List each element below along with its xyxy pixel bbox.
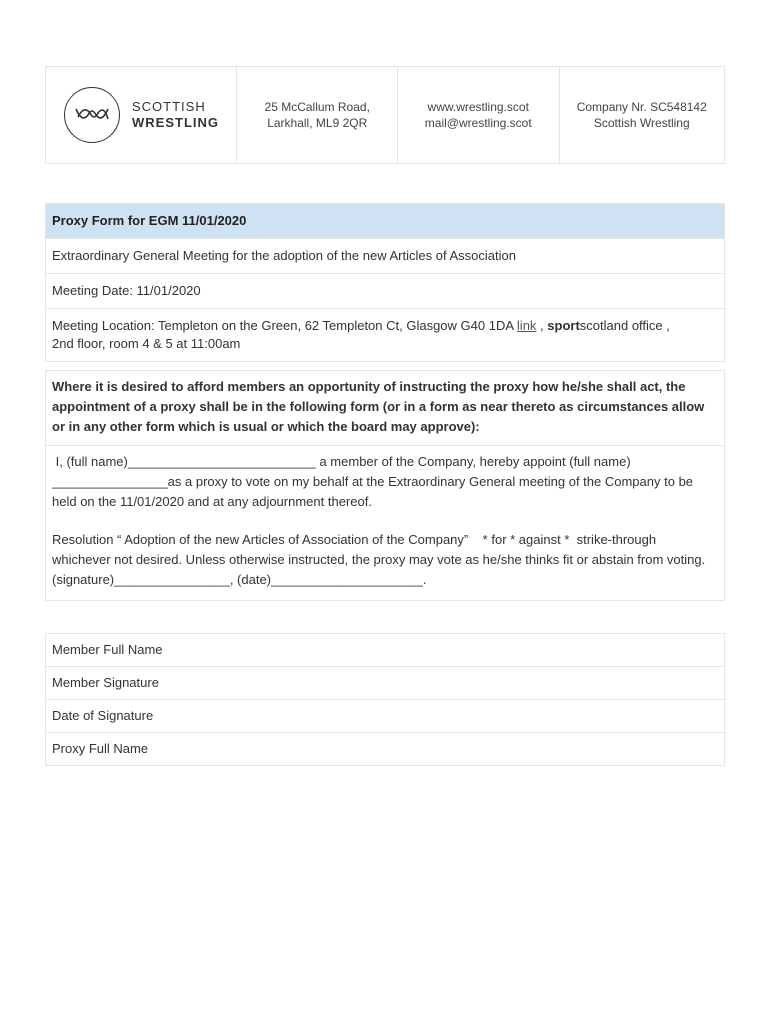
location-bold: sport xyxy=(547,318,580,333)
company-cell xyxy=(560,67,725,163)
signature-date-field[interactable]: Date of Signature xyxy=(46,700,724,733)
instructions-heading: Where it is desired to afford members an opportunity of instructing the proxy how he/she shall act, the appointment of a proxy shall be in the following form (or in a form as near thereto as circumstances allow or in any other form which is usual or which the board may approve): xyxy=(46,371,724,446)
proxy-statement xyxy=(46,446,724,600)
wrestlers-logo-icon xyxy=(64,87,120,143)
resolution-paragraph: Resolution “ Adoption of the new Articles of Association of the Company” * for * against * strike-through whichever not desired. Unless otherwise instructed, the proxy may vote as he/she thinks fit or abstain from voting. (signature)________________, (date)_____________________. xyxy=(52,532,713,587)
meeting-date: Meeting Date: 11/01/2020 xyxy=(46,274,724,309)
location-text: Meeting Location: Templeton on the Green, 62 Templeton Ct, Glasgow G40 1DA xyxy=(52,318,517,333)
meeting-details xyxy=(45,203,725,362)
address-line-2: Larkhall, ML9 2QR xyxy=(267,116,368,130)
meeting-purpose: Extraordinary General Meeting for the adoption of the new Articles of Association xyxy=(46,239,724,274)
proxy-instructions xyxy=(45,370,725,601)
proxy-name-field[interactable]: Proxy Full Name xyxy=(52,741,149,756)
website-link[interactable]: www.wrestling.scot xyxy=(427,100,529,114)
location-separator: , xyxy=(536,318,548,333)
member-signature-field[interactable]: Member Signature xyxy=(46,667,724,700)
email-link[interactable]: mail@wrestling.scot xyxy=(424,116,532,130)
signature-fields xyxy=(45,633,725,766)
location-suffix: scotland office , xyxy=(579,318,670,333)
location-line-2: 2nd floor, room 4 & 5 at 11:00am xyxy=(52,336,241,351)
company-name: Scottish Wrestling xyxy=(593,116,690,130)
meeting-location xyxy=(46,309,724,361)
appointment-paragraph: I, (full name)__________________________ a member of the Company, hereby appoint (full name) ________________as a proxy to vote on my behalf at the Extraordinary General meeting of the Company to be held on the 11/01/2020 and at any adjournment thereof. xyxy=(52,454,697,509)
address-cell xyxy=(237,67,398,163)
contact-cell xyxy=(398,67,560,163)
logo-wordmark xyxy=(132,99,219,131)
letterhead xyxy=(45,66,725,164)
address-line-1: 25 McCallum Road, xyxy=(264,100,370,114)
form-title: Proxy Form for EGM 11/01/2020 xyxy=(46,204,724,239)
logo-line-2: WRESTLING xyxy=(132,115,219,130)
company-number: Company Nr. SC548142 xyxy=(576,100,707,114)
logo-line-1: SCOTTISH xyxy=(132,99,206,114)
location-link[interactable]: link xyxy=(516,318,537,333)
logo-cell xyxy=(46,67,237,163)
member-name-field[interactable]: Member Full Name xyxy=(46,634,724,667)
